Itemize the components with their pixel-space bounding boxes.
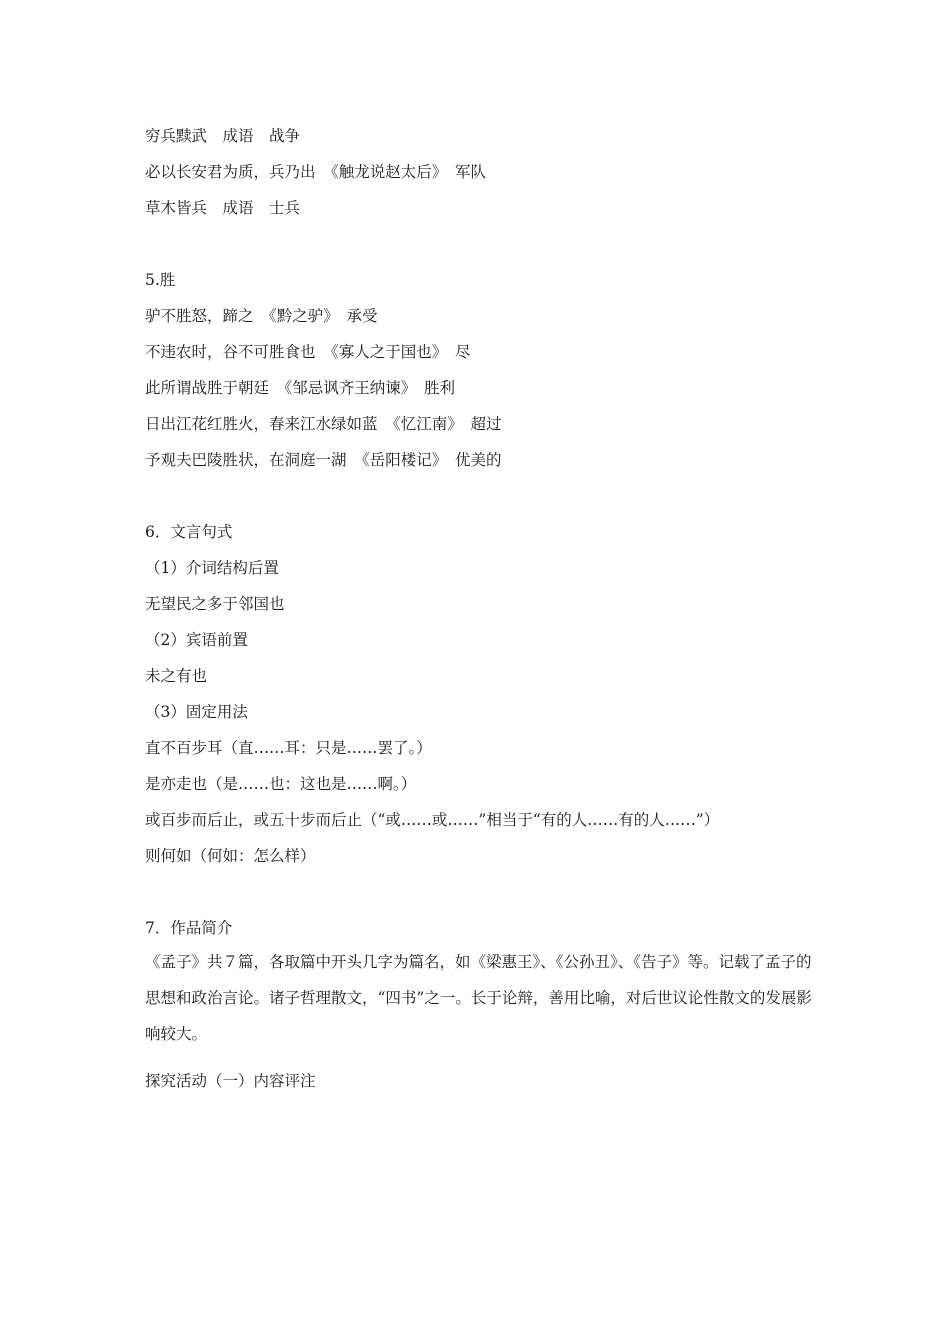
section-heading-sentence-patterns: 6．文言句式	[145, 523, 233, 541]
sheng-example-line: 日出江花红胜火，春来江水绿如蓝 《忆江南》 超过	[145, 415, 502, 433]
activity-heading: 探究活动（一）内容评注	[145, 1072, 316, 1090]
pattern-example: 未之有也	[145, 667, 208, 685]
pattern-subheading: （1）介词结构后置	[145, 559, 279, 577]
section-heading-work-intro: 7．作品简介	[145, 919, 233, 937]
pattern-subheading: （2）宾语前置	[145, 631, 248, 649]
sheng-example-line: 不违农时，谷不可胜食也 《寡人之于国也》 尽	[145, 343, 471, 361]
pattern-subheading: （3）固定用法	[145, 703, 248, 721]
pattern-example: 是亦走也（是……也：这也是……啊。）	[145, 775, 417, 793]
work-intro-paragraph: 《孟子》共７篇，各取篇中开头几字为篇名，如《梁惠王》、《公孙丑》、《告子》等。记载了孟子的思想和政治言论。诸子哲理散文，“四书”之一。长于论辩，善用比喻，对后世议论性散文的发展影响较大。	[145, 953, 812, 1043]
pattern-example: 直不百步耳（直……耳：只是……罢了。）	[145, 739, 432, 757]
sheng-example-line: 驴不胜怒，蹄之 《黔之驴》 承受	[145, 307, 378, 325]
pattern-example: 或百步而后止，或五十步而后止（“或……或……”相当于“有的人……有的人……”）	[145, 811, 720, 829]
section-heading-sheng: 5.胜	[145, 271, 176, 289]
bing-example-line: 草木皆兵 成语 士兵	[145, 199, 301, 217]
bing-example-line: 穷兵黩武 成语 战争	[145, 127, 301, 145]
pattern-example: 则何如（何如：怎么样）	[145, 847, 316, 865]
sheng-example-line: 此所谓战胜于朝廷 《邹忌讽齐王纳谏》 胜利	[145, 379, 456, 397]
pattern-example: 无望民之多于邻国也	[145, 595, 285, 613]
sheng-example-line: 予观夫巴陵胜状，在洞庭一湖 《岳阳楼记》 优美的	[145, 451, 502, 469]
bing-example-line: 必以长安君为质，兵乃出 《触龙说赵太后》 军队	[145, 163, 487, 181]
